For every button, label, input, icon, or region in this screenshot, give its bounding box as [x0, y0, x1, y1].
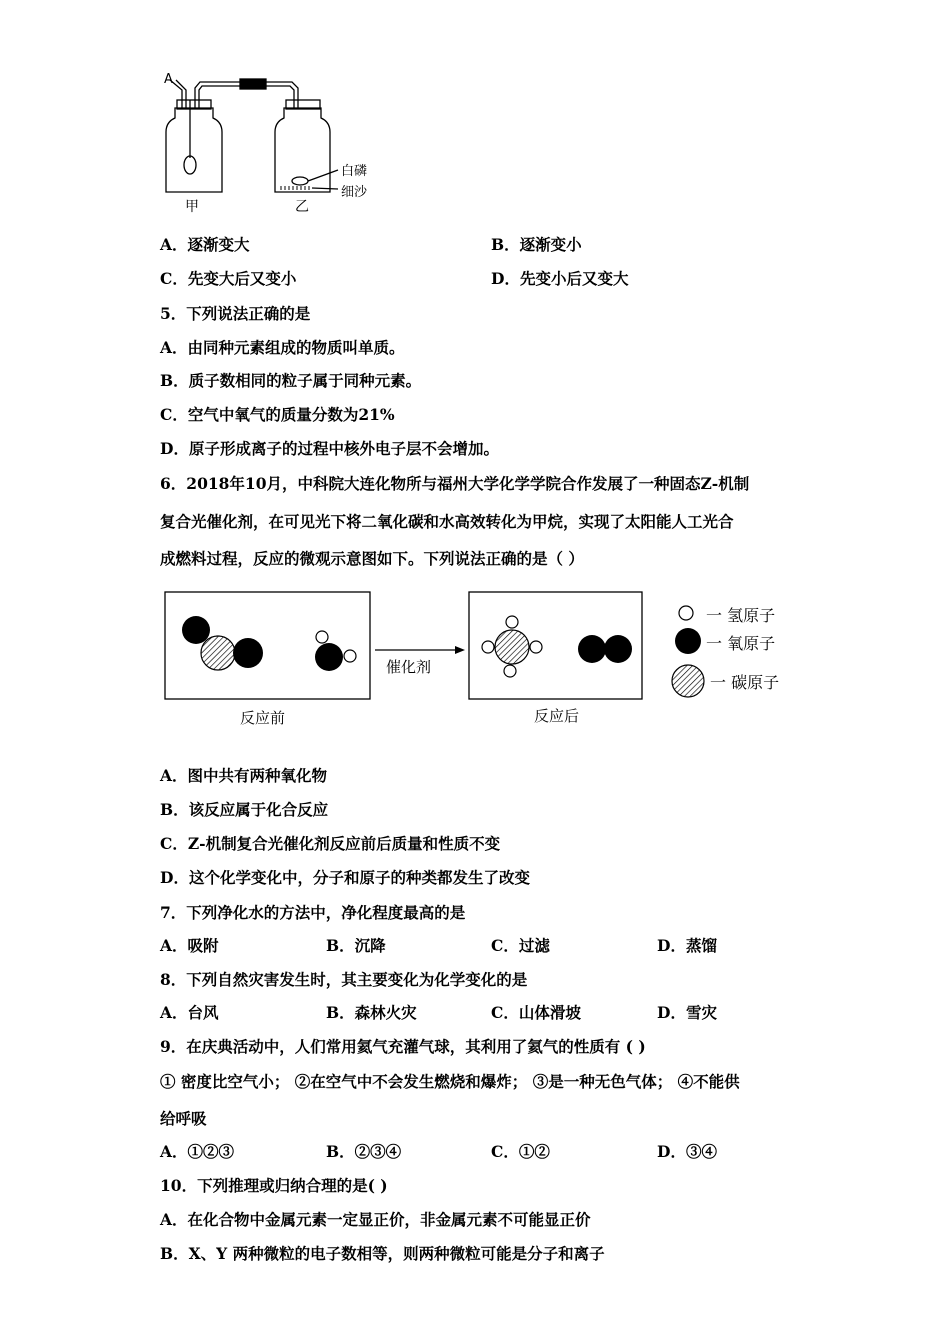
label-yi: 乙 — [295, 199, 309, 215]
q6-option-c: C．Z-机制复合光催化剂反应前后质量和性质不变 — [160, 834, 501, 853]
q8-option-b: B．森林火灾 — [326, 1003, 417, 1022]
legend-carbon-symbol — [672, 665, 704, 697]
q4-option-d — [491, 269, 628, 289]
q9-stem: 9．在庆典活动中，人们常用氦气充灌气球，其利用了氦气的性质有 ( ) — [160, 1037, 646, 1056]
q6-option-d: D．这个化学变化中，分子和原子的种类都发生了改变 — [160, 868, 530, 887]
q4-option-a — [160, 235, 250, 255]
h2o-molecule — [315, 631, 356, 671]
option-key: A． — [160, 235, 188, 254]
option-key: C． — [160, 269, 188, 288]
option-text: 逐渐变小 — [519, 235, 582, 254]
q10-option-b: B．X、Y 两种微粒的电子数相等，则两种微粒可能是分子和离子 — [160, 1244, 605, 1263]
option-text: 逐渐变大 — [187, 235, 250, 254]
q4-option-c — [160, 269, 296, 289]
q4-option-b — [491, 235, 582, 255]
option-key: D． — [491, 269, 520, 288]
q10-stem: 10．下列推理或归纳合理的是( ) — [160, 1176, 388, 1195]
q7-option-b: B．沉降 — [326, 936, 386, 955]
o2-molecule — [578, 635, 632, 663]
q9-option-a: A．①②③ — [160, 1142, 235, 1161]
legend-hydrogen-label: 一 氢原子 — [706, 606, 776, 625]
q7-option-d: D．蒸馏 — [657, 936, 717, 955]
legend-hydrogen-symbol — [679, 606, 693, 620]
q10-option-a: A．在化合物中金属元素一定显正价，非金属元素不可能显正价 — [160, 1210, 591, 1229]
q7-option-c: C．过滤 — [491, 936, 550, 955]
legend-oxygen-symbol — [675, 628, 701, 654]
option-text: 先变小后又变大 — [519, 269, 629, 288]
label-a: A — [164, 72, 173, 87]
q9-option-d: D．③④ — [657, 1142, 717, 1161]
q8-option-c: C．山体滑坡 — [491, 1003, 581, 1022]
white-phosphorus — [292, 177, 308, 185]
q6-option-b: B．该反应属于化合反应 — [160, 800, 329, 819]
legend-carbon-label: 一 碳原子 — [710, 673, 780, 692]
apparatus-figure — [166, 79, 338, 192]
label-after: 反应后 — [534, 707, 580, 725]
reaction-diagram — [165, 592, 704, 699]
q6-option-a: A．图中共有两种氧化物 — [160, 766, 328, 785]
q8-option-d: D．雪灾 — [657, 1003, 717, 1022]
q9-properties-line-1: ① 密度比空气小； ②在空气中不会发生燃烧和爆炸； ③是一种无色气体； ④不能供 — [160, 1072, 740, 1091]
legend-oxygen-label: 一 氧原子 — [706, 634, 776, 653]
q9-option-c: C．①② — [491, 1142, 550, 1161]
bottle-jia — [166, 108, 222, 192]
label-catalyst: 催化剂 — [386, 658, 432, 676]
q8-option-a: A．台风 — [160, 1003, 219, 1022]
q5-option-a: A．由同种元素组成的物质叫单质。 — [160, 338, 405, 357]
option-key: B． — [491, 235, 520, 254]
q7-stem: 7．下列净化水的方法中，净化程度最高的是 — [160, 903, 466, 922]
ch4-molecule — [482, 616, 542, 677]
label-white-phosphorus: 白磷 — [341, 164, 368, 179]
q8-stem: 8．下列自然灾害发生时，其主要变化为化学变化的是 — [160, 970, 528, 989]
q9-properties-line-2: 给呼吸 — [160, 1109, 207, 1128]
label-fine-sand: 细沙 — [341, 185, 368, 200]
q5-option-d: D．原子形成离子的过程中核外电子层不会增加。 — [160, 439, 499, 458]
q9-option-b: B．②③④ — [326, 1142, 402, 1161]
bottle-yi — [275, 108, 330, 192]
q6-stem-line-2: 复合光催化剂，在可见光下将二氧化碳和水高效转化为甲烷，实现了太阳能人工光合 — [160, 512, 734, 531]
q5-option-c: C．空气中氧气的质量分数为21% — [160, 405, 395, 424]
option-text: 先变大后又变小 — [187, 269, 297, 288]
q6-stem-line-3: 成燃料过程，反应的微观示意图如下。下列说法正确的是（ ） — [160, 549, 584, 568]
label-before: 反应前 — [240, 709, 286, 727]
q5-option-b: B．质子数相同的粒子属于同种元素。 — [160, 371, 422, 390]
q5-stem: 5．下列说法正确的是 — [160, 304, 311, 323]
co2-molecule — [182, 616, 263, 670]
q6-stem-line-1: 6．2018年10月，中科院大连化物所与福州大学化学学院合作发展了一种固态Z-机制 — [160, 474, 750, 493]
label-jia: 甲 — [185, 199, 199, 215]
combustion-spoon — [184, 156, 196, 174]
before-box — [165, 592, 370, 699]
q7-option-a: A．吸附 — [160, 936, 219, 955]
